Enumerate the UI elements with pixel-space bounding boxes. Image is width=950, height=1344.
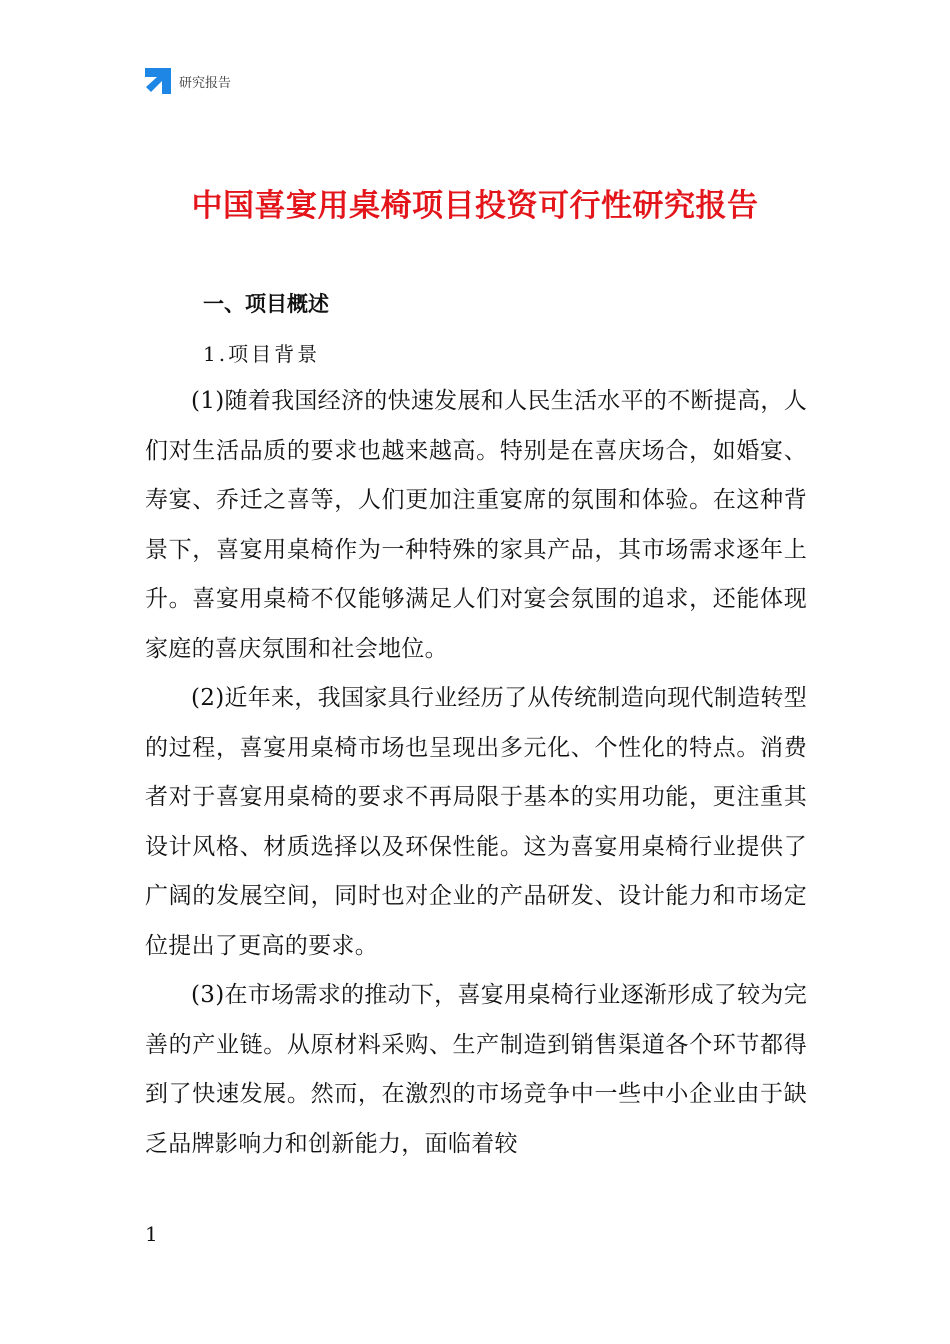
section-heading: 一、项目概述: [203, 292, 329, 316]
paragraph-1: (1)随着我国经济的快速发展和人民生活水平的不断提高，人们对生活品质的要求也越来越高。特别是在喜庆场合，如婚宴、寿宴、乔迁之喜等，人们更加注重宴席的氛围和体验。在这种背景下，喜宴用桌椅作为一种特殊的家具产品，其市场需求逐年上升。喜宴用桌椅不仅能够满足人们对宴会氛围的追求，还能体现家庭的喜庆氛围和社会地位。: [145, 388, 807, 662]
paragraph-2: (2)近年来，我国家具行业经历了从传统制造向现代制造转型的过程，喜宴用桌椅市场也呈现出多元化、个性化的特点。消费者对于喜宴用桌椅的要求不再局限于基本的实用功能，更注重其设计风格、材质选择以及环保性能。这为喜宴用桌椅行业提供了广阔的发展空间，同时也对企业的产品研发、设计能力和市场定位提出了更高的要求。: [145, 685, 807, 959]
sub-heading: 1.项目背景: [203, 342, 321, 366]
document-body: [145, 283, 807, 1169]
arrow-logo-icon: [145, 68, 171, 94]
page-header: [145, 68, 231, 94]
header-label: 研究报告: [179, 75, 232, 91]
paragraph-3: (3)在市场需求的推动下，喜宴用桌椅行业逐渐形成了较为完善的产业链。从原材料采购、生产制造到销售渠道各个环节都得到了快速发展。然而，在激烈的市场竞争中一些中小企业由于缺乏品牌影响力和创新能力，面临着较: [145, 982, 807, 1157]
document-title: 中国喜宴用桌椅项目投资可行性研究报告: [191, 188, 759, 224]
page-number: 1: [145, 1222, 158, 1246]
